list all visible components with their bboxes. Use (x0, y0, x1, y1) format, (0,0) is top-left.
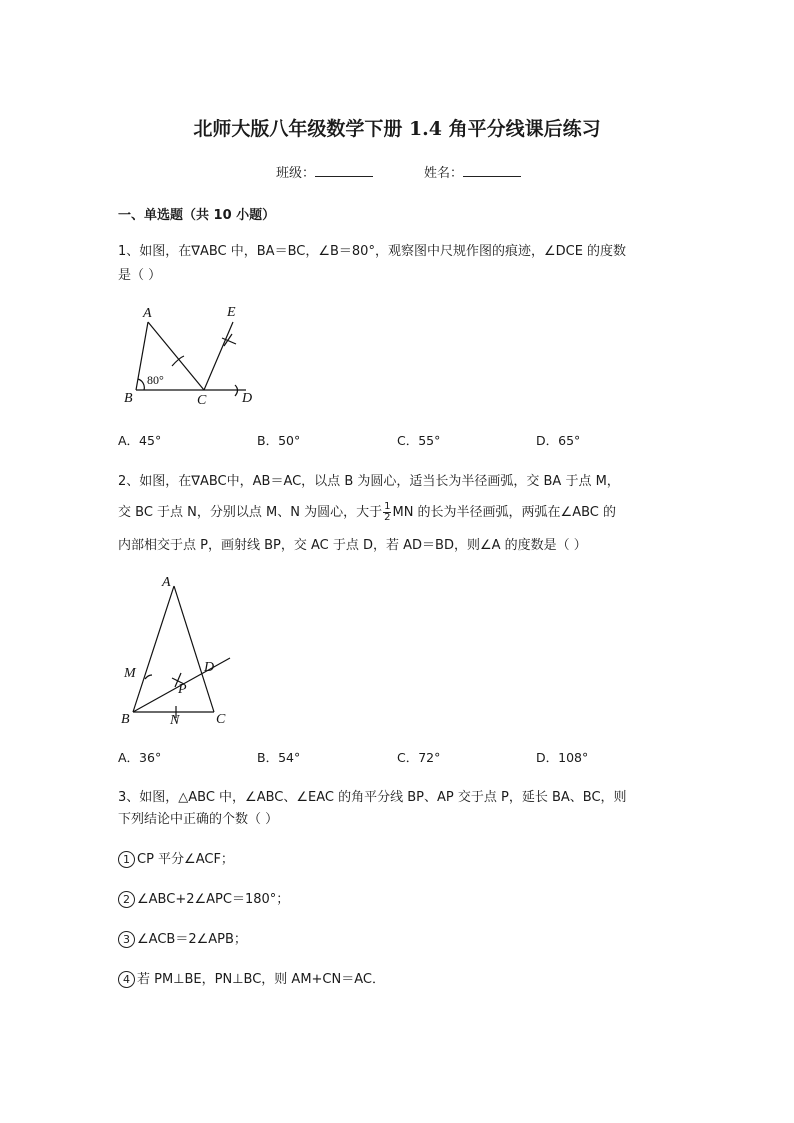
q2-frac-den: 2 (384, 512, 391, 523)
q2-frac-num: 1 (384, 501, 391, 512)
q3-item-4 (118, 970, 385, 990)
q2-label-p: P (178, 682, 187, 697)
q3-item-2-text: ∠ABC+2∠APC＝180°； (137, 892, 290, 907)
page-title: 北师大版八年级数学下册 1.4 角平分线课后练习 (193, 118, 601, 140)
name-label: 姓名： (424, 166, 464, 181)
q1-figure (118, 300, 268, 414)
q3-line1: 3、如图，△ABC 中，∠ABC、∠EAC 的角平分线 BP、AP 交于点 P，延长 BA、BC，则 (118, 790, 627, 805)
q2-option-c[interactable]: C．72° (397, 750, 441, 765)
class-field (276, 162, 373, 181)
q2-figure (118, 572, 238, 736)
q2-option-b[interactable]: B．54° (257, 750, 301, 765)
q3-item-4-number: 4 (118, 971, 135, 988)
q3-item-3-number: 3 (118, 931, 135, 948)
q1-ray-ce (204, 322, 233, 390)
q2-label-m: M (124, 666, 136, 681)
q1-line2: 是（ ） (118, 268, 162, 283)
q1-angle-arc-b (138, 379, 144, 390)
q3-item-4-text: 若 PM⊥BE，PN⊥BC，则 AM+CN＝AC． (137, 972, 385, 987)
q1-label-a: A (143, 306, 152, 321)
q2-label-b: B (121, 712, 130, 727)
q2-line1: 2、如图，在∇ABC中，AB＝AC，以点 B 为圆心，适当长为半径画弧，交 BA 于点 M， (118, 474, 620, 489)
name-field (424, 162, 521, 181)
class-blank (315, 164, 373, 177)
q1-option-b[interactable]: B．50° (257, 433, 301, 448)
q2-option-d[interactable]: D．108° (536, 750, 589, 765)
q3-line2: 下列结论中正确的个数（ ） (118, 812, 279, 827)
q2-label-n: N (170, 713, 180, 728)
q2-option-a[interactable]: A．36° (118, 750, 162, 765)
q1-angle-label: 80° (147, 373, 164, 387)
q3-item-2 (118, 890, 289, 910)
q1-label-b: B (124, 391, 133, 406)
q3-item-3-text: ∠ACB＝2∠APB； (137, 932, 247, 947)
q2-label-a: A (162, 575, 171, 590)
class-label: 班级： (276, 166, 316, 181)
q2-line3: 内部相交于点 P，画射线 BP，交 AC 于点 D，若 AD＝BD，则∠A 的度数是（ ） (118, 538, 587, 553)
q1-option-d[interactable]: D．65° (536, 433, 581, 448)
q3-item-1-number: 1 (118, 851, 135, 868)
q2-fraction (383, 502, 391, 523)
q2-arc-m (145, 675, 152, 679)
q3-item-2-number: 2 (118, 891, 135, 908)
q1-option-c[interactable]: C．55° (397, 433, 441, 448)
q3-item-3 (118, 930, 247, 950)
section-heading: 一、单选题（共 10 小题） (118, 208, 276, 223)
q1-label-c: C (197, 393, 207, 408)
q1-option-a[interactable]: A．45° (118, 433, 162, 448)
q2-label-d: D (204, 660, 215, 675)
q3-item-1 (118, 850, 234, 870)
q1-label-e: E (227, 305, 236, 320)
q2-line2 (118, 502, 616, 523)
q3-item-1-text: CP 平分∠ACF； (137, 852, 234, 867)
q2-line2-part1: 交 BC 于点 N，分别以点 M、N 为圆心，大于 (118, 505, 383, 520)
name-blank (463, 164, 521, 177)
q1-label-d: D (242, 391, 253, 406)
q2-label-c: C (216, 712, 226, 727)
q2-line2-part2: MN 的长为半径画弧，两弧在∠ABC 的 (392, 505, 617, 520)
q1-line1: 1、如图，在∇ABC 中，BA＝BC，∠B＝80°，观察图中尺规作图的痕迹，∠DCE 的度数 (118, 244, 627, 259)
